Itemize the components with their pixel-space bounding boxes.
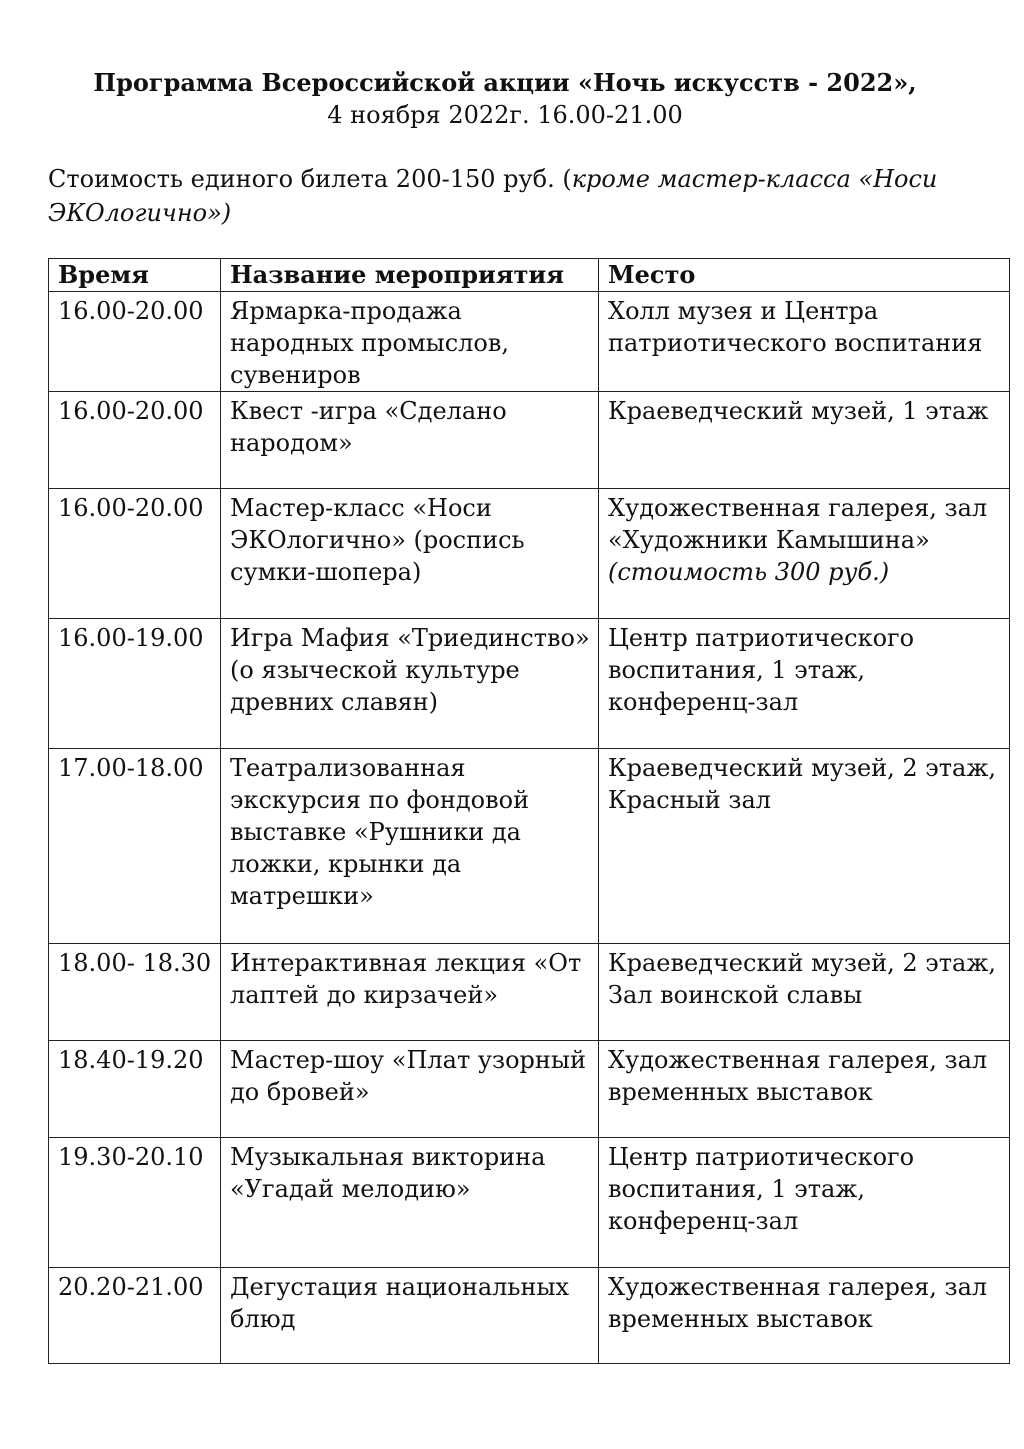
- header-event: Название мероприятия: [221, 259, 599, 292]
- cell-time: 16.00-20.00: [49, 292, 221, 392]
- document-title: Программа Всероссийской акции «Ночь искусств - 2022»,: [93, 68, 917, 97]
- cell-place: Холл музея и Центра патриотического воспитания: [599, 292, 1010, 392]
- cell-place: Краеведческий музей, 2 этаж, Красный зал: [599, 749, 1010, 944]
- ticket-price-note: кроме мастер-класса «Носи ЭКОлогично»): [48, 165, 938, 227]
- program-table: [48, 258, 1010, 1364]
- cell-event: Квест -игра «Сделано народом»: [221, 392, 599, 489]
- table-row: [49, 944, 1010, 1041]
- table-row: [49, 749, 1010, 944]
- table-row: [49, 1041, 1010, 1138]
- cell-place: [599, 489, 1010, 619]
- ticket-price-main: Стоимость единого билета 200-150 руб. (: [48, 165, 572, 193]
- cell-time: 16.00-20.00: [49, 489, 221, 619]
- cell-event: Музыкальная викторина «Угадай мелодию»: [221, 1138, 599, 1268]
- table-row: [49, 1138, 1010, 1268]
- cell-event: Игра Мафия «Триединство» (о языческой культуре древних славян): [221, 619, 599, 749]
- cell-event: Мастер-шоу «Плат узорный до бровей»: [221, 1041, 599, 1138]
- table-header-row: [49, 259, 1010, 292]
- cell-time: 16.00-19.00: [49, 619, 221, 749]
- cell-place-text: Художественная галерея, зал «Художники Камышина»: [608, 494, 988, 554]
- header-place: Место: [599, 259, 1010, 292]
- cell-time: 20.20-21.00: [49, 1268, 221, 1364]
- table-row: [49, 489, 1010, 619]
- cell-time: 19.30-20.10: [49, 1138, 221, 1268]
- table-row: [49, 392, 1010, 489]
- cell-place: Краеведческий музей, 2 этаж, Зал воинской славы: [599, 944, 1010, 1041]
- cell-place: Центр патриотического воспитания, 1 этаж, конференц-зал: [599, 619, 1010, 749]
- cell-place: Художественная галерея, зал временных выставок: [599, 1041, 1010, 1138]
- cell-place: Центр патриотического воспитания, 1 этаж, конференц-зал: [599, 1138, 1010, 1268]
- cell-event: Интерактивная лекция «От лаптей до кирзачей»: [221, 944, 599, 1041]
- ticket-price-text: [48, 162, 968, 230]
- cell-event: Театрализованная экскурсия по фондовой выставке «Рушники да ложки, крынки да матрешки»: [221, 749, 599, 944]
- table-row: [49, 619, 1010, 749]
- cell-event: Дегустация национальных блюд: [221, 1268, 599, 1364]
- document-subtitle: 4 ноября 2022г. 16.00-21.00: [327, 101, 683, 129]
- table-row: [49, 292, 1010, 392]
- cell-place-note: (стоимость 300 руб.): [608, 558, 890, 586]
- cell-time: 16.00-20.00: [49, 392, 221, 489]
- table-row: [49, 1268, 1010, 1364]
- cell-place: Художественная галерея, зал временных выставок: [599, 1268, 1010, 1364]
- cell-event: Мастер-класс «Носи ЭКОлогично» (роспись сумки-шопера): [221, 489, 599, 619]
- cell-time: 17.00-18.00: [49, 749, 221, 944]
- cell-event: Ярмарка-продажа народных промыслов, сувениров: [221, 292, 599, 392]
- header-time: Время: [49, 259, 221, 292]
- cell-time: 18.40-19.20: [49, 1041, 221, 1138]
- cell-time: 18.00- 18.30: [49, 944, 221, 1041]
- cell-place: Краеведческий музей, 1 этаж: [599, 392, 1010, 489]
